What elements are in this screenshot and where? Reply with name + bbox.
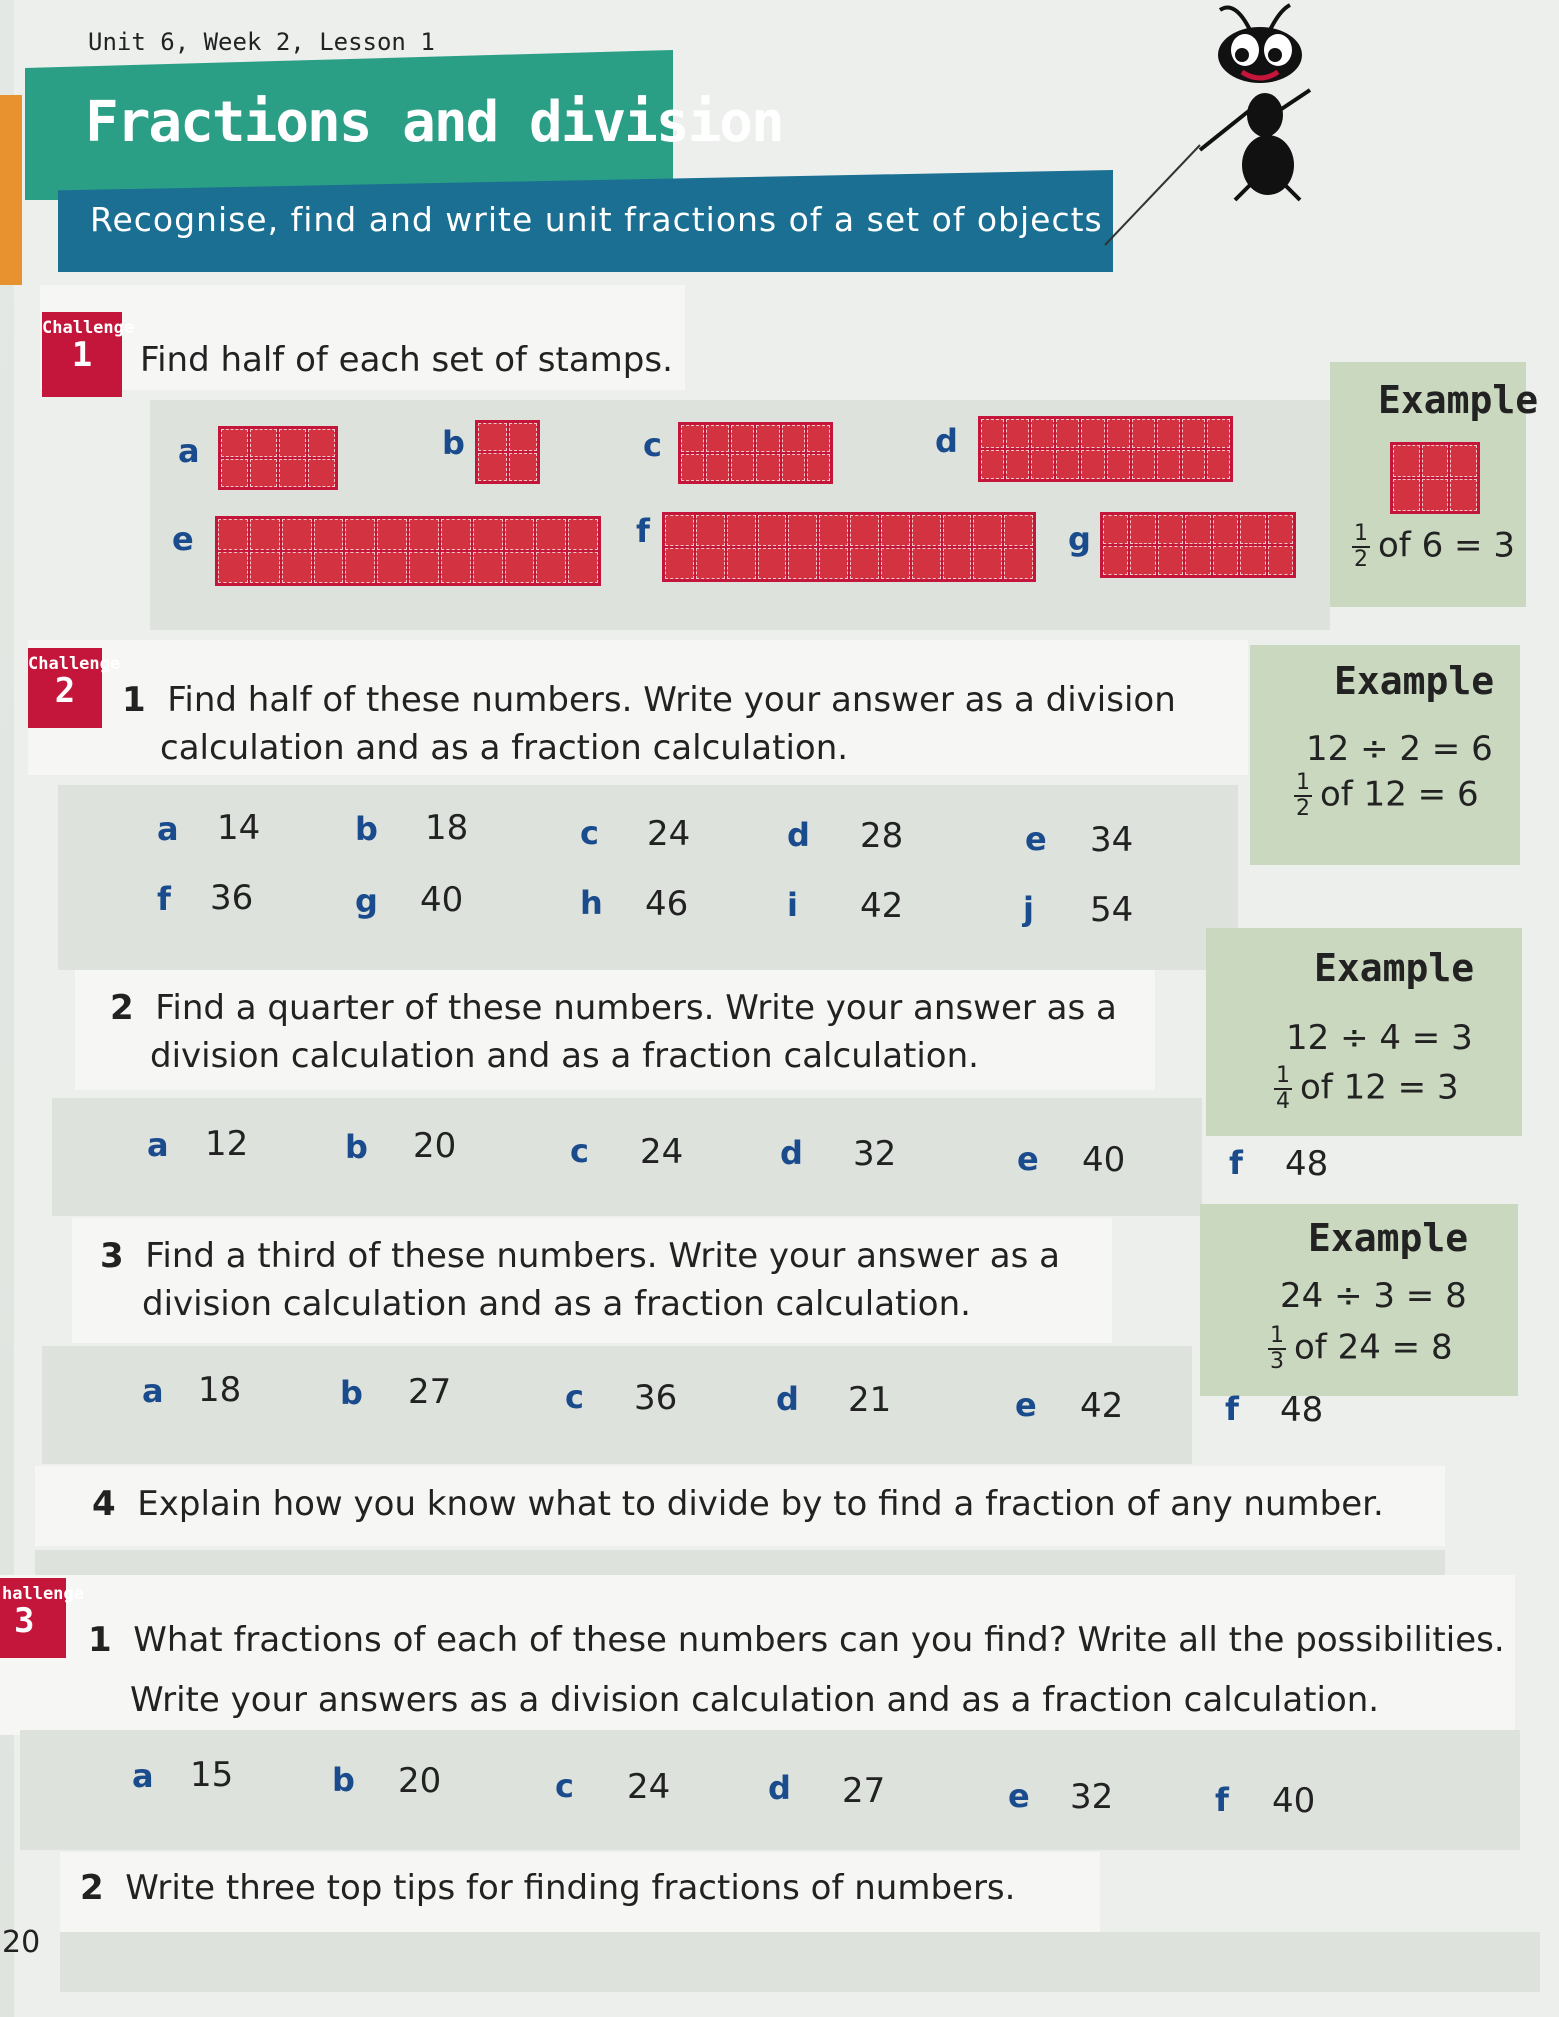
q1-label-g: g [355, 882, 378, 920]
q1-label-i: i [787, 886, 798, 924]
stamp-set-d [978, 416, 1233, 482]
stamp [221, 429, 248, 457]
stamp [409, 552, 439, 583]
challenge2-label: Challenge [28, 654, 121, 674]
challenge1-badge [42, 312, 135, 397]
stamp [1393, 479, 1420, 511]
c3-label-e: e [1008, 1777, 1030, 1815]
q1-value-c: 24 [647, 814, 691, 854]
q1-label-f: f [157, 880, 171, 918]
example-equation: $\frac{1}{2}$ of 6 = 3 [1354, 521, 1515, 572]
stamp [345, 519, 375, 550]
stamp [314, 519, 344, 550]
c3-value-f: 40 [1272, 1781, 1316, 1821]
stamp [756, 454, 779, 481]
q1-value-e: 34 [1090, 820, 1134, 860]
stamp [1158, 515, 1183, 544]
q2-label-a: a [147, 1126, 169, 1164]
stamp [478, 423, 507, 451]
stamp [1081, 419, 1104, 448]
challenge3-label: hallenge [2, 1584, 84, 1604]
stamp [505, 519, 535, 550]
q2-label-c: c [570, 1132, 589, 1170]
q2-label-b: b [345, 1128, 368, 1166]
stamp [1182, 450, 1205, 479]
stamp-set-a [218, 426, 338, 490]
q3-example-fraction: $\frac{1}{3}$ of 24 = 8 [1270, 1323, 1453, 1374]
stamp [758, 548, 787, 579]
stamp [218, 519, 248, 550]
stamp [1004, 548, 1033, 579]
stamp [1130, 515, 1155, 544]
stamp [1422, 445, 1449, 477]
stamp [1157, 450, 1180, 479]
stamp [807, 425, 830, 452]
stamp [1268, 515, 1293, 544]
q1-example-fraction: $\frac{1}{2}$ of 12 = 6 [1296, 770, 1479, 821]
q1-label-c: c [580, 814, 599, 852]
stamp [279, 459, 306, 487]
stamp [1185, 546, 1210, 575]
stamp [345, 552, 375, 583]
challenge3-number: 3 [14, 1601, 35, 1641]
c3-q2-answer-band [60, 1932, 1540, 1992]
q2-line2: division calculation and as a fraction calculation. [150, 1036, 979, 1076]
stamp [377, 552, 407, 583]
challenge1-number: 1 [71, 335, 93, 375]
q2-value-a: 12 [205, 1124, 249, 1164]
stamp-set-e [215, 516, 601, 586]
challenge1-instruction: Find half of each set of stamps. [140, 340, 673, 380]
q3-value-b: 27 [408, 1372, 452, 1412]
q3-line2: division calculation and as a fraction calculation. [142, 1284, 971, 1324]
stamp [221, 459, 248, 487]
c3-value-d: 27 [842, 1771, 886, 1811]
q2-example-division: 12 ÷ 4 = 3 [1286, 1018, 1473, 1058]
stamp [681, 454, 704, 481]
challenge2-number: 2 [54, 671, 76, 711]
c3-value-b: 20 [398, 1761, 442, 1801]
q2-example-fraction: $\frac{1}{4}$ of 12 = 3 [1276, 1063, 1459, 1114]
c3-label-d: d [768, 1769, 791, 1807]
stamp [282, 519, 312, 550]
stamp-set-c [678, 422, 833, 484]
q2-label-d: d [780, 1134, 803, 1172]
stamp [1157, 419, 1180, 448]
stamp [1107, 450, 1130, 479]
orange-tab [0, 95, 22, 285]
stamp [788, 548, 817, 579]
stamp [696, 548, 725, 579]
stamp [377, 519, 407, 550]
stamp [973, 515, 1002, 546]
q3-label-a: a [142, 1372, 164, 1410]
q1-value-i: 42 [860, 886, 904, 926]
stamp [282, 552, 312, 583]
stamp [1207, 419, 1230, 448]
q3-label-b: b [340, 1374, 363, 1412]
stamp [279, 429, 306, 457]
stamp [441, 552, 471, 583]
c3-q1-line1: 1 What fractions of each of these numbers can you find? Write all the possibilities. [88, 1620, 1505, 1660]
page-subtitle: Recognise, find and write unit fractions of a set of objects [90, 200, 1103, 239]
q2-value-d: 32 [853, 1134, 897, 1174]
q2-value-b: 20 [413, 1126, 457, 1166]
c3-label-a: a [132, 1757, 154, 1795]
challenge1-label: Challenge [42, 318, 135, 338]
stamp [850, 515, 879, 546]
stamp [218, 552, 248, 583]
q4-text: 4 Explain how you know what to divide by to find a fraction of any number. [92, 1484, 1384, 1524]
stamp [758, 515, 787, 546]
challenge2-badge [28, 648, 121, 728]
q3-value-a: 18 [198, 1370, 242, 1410]
stamp [314, 552, 344, 583]
c3-q1-line2: Write your answers as a division calculation and as a fraction calculation. [130, 1680, 1380, 1720]
q3-label-f: f [1225, 1390, 1239, 1428]
stamp [1081, 450, 1104, 479]
stamp-set-f [662, 512, 1036, 582]
stamp [1056, 419, 1079, 448]
q3-value-c: 36 [634, 1378, 678, 1418]
stamp [250, 552, 280, 583]
q1-value-h: 46 [645, 884, 689, 924]
q3-label-c: c [565, 1378, 584, 1416]
q3-value-e: 42 [1080, 1386, 1124, 1426]
stamp [1103, 546, 1128, 575]
stamp [1031, 419, 1054, 448]
stamp [756, 425, 779, 452]
q1-label-e: e [1025, 820, 1047, 858]
stamp [308, 429, 335, 457]
stamp [727, 548, 756, 579]
q2-value-c: 24 [640, 1132, 684, 1172]
stamp [1056, 450, 1079, 479]
stamp [509, 423, 538, 451]
stamp-set-label-e: e [172, 520, 194, 558]
stamp [981, 419, 1004, 448]
stamp [1006, 450, 1029, 479]
stamp-set-g [1100, 512, 1296, 578]
stamp [473, 552, 503, 583]
q2-line1: 2 Find a quarter of these numbers. Write your answer as a [110, 988, 1117, 1028]
q2-value-f: 48 [1285, 1144, 1329, 1184]
q1-label-h: h [580, 884, 603, 922]
stamp-set-label-g: g [1068, 520, 1091, 558]
stamp [807, 454, 830, 481]
stamp [441, 519, 471, 550]
stamp [473, 519, 503, 550]
stamp [788, 515, 817, 546]
q1-label-a: a [157, 810, 179, 848]
stamp [1207, 450, 1230, 479]
q1-example-box [1250, 645, 1520, 865]
stamp [731, 454, 754, 481]
q1-value-d: 28 [860, 816, 904, 856]
stamp [250, 459, 277, 487]
stamp [706, 425, 729, 452]
stamp [1004, 515, 1033, 546]
q1-value-a: 14 [217, 808, 261, 848]
example-fraction: $\frac{1}{2}$ [1354, 521, 1368, 572]
stamp [1450, 445, 1477, 477]
stamp [250, 429, 277, 457]
q3-row [140, 1370, 1340, 1430]
stamp [973, 548, 1002, 579]
q1-label-d: d [787, 816, 810, 854]
q2-row [145, 1124, 1345, 1184]
q3-example-box [1200, 1204, 1518, 1396]
stamp [943, 548, 972, 579]
q3-value-d: 21 [848, 1380, 892, 1420]
stamp [409, 519, 439, 550]
stamp [881, 548, 910, 579]
example-title: Example [1378, 378, 1539, 422]
q2-example-box [1206, 928, 1522, 1136]
stamp [1240, 546, 1265, 575]
stamp [943, 515, 972, 546]
pointer-stick [1100, 140, 1210, 250]
q3-label-d: d [776, 1380, 799, 1418]
stamp [665, 515, 694, 546]
q3-line1: 3 Find a third of these numbers. Write your answer as a [100, 1236, 1060, 1276]
stamp [1158, 546, 1183, 575]
q1-example-title: Example [1334, 659, 1495, 703]
q1-value-f: 36 [210, 878, 254, 918]
q1-example-division: 12 ÷ 2 = 6 [1306, 729, 1493, 769]
stamp [568, 552, 598, 583]
stamp [1103, 515, 1128, 544]
stamp [912, 515, 941, 546]
c3-label-b: b [332, 1761, 355, 1799]
stamp-set-label-c: c [643, 426, 662, 464]
c3-label-c: c [555, 1767, 574, 1805]
lesson-label: Unit 6, Week 2, Lesson 1 [88, 28, 435, 56]
stamp [505, 552, 535, 583]
stamp [850, 548, 879, 579]
stamp-set-b [475, 420, 540, 484]
q1-label-j: j [1023, 890, 1034, 928]
stamp [1182, 419, 1205, 448]
stamp [727, 515, 756, 546]
stamp [478, 453, 507, 481]
c3-q2-text: 2 Write three top tips for finding fractions of numbers. [80, 1868, 1016, 1908]
c3-value-a: 15 [190, 1755, 234, 1795]
stamp-set-label-d: d [935, 422, 958, 460]
stamp [509, 453, 538, 481]
stamp [1422, 479, 1449, 511]
stamp-set-label-f: f [636, 512, 650, 550]
c3-label-f: f [1215, 1781, 1229, 1819]
q2-value-e: 40 [1082, 1140, 1126, 1180]
q1-label-b: b [355, 810, 378, 848]
stamp [536, 519, 566, 550]
q1-row1 [155, 808, 1155, 858]
q3-value-f: 48 [1280, 1390, 1324, 1430]
stamp [912, 548, 941, 579]
stamp [1132, 450, 1155, 479]
stamp [1450, 479, 1477, 511]
stamp [819, 515, 848, 546]
stamp [782, 425, 805, 452]
stamp [250, 519, 280, 550]
q1-line1: 1 Find half of these numbers. Write your answer as a division [122, 680, 1176, 720]
q3-label-e: e [1015, 1386, 1037, 1424]
q1-row2 [155, 878, 1155, 928]
stamp [1132, 419, 1155, 448]
c3-row [130, 1755, 1430, 1821]
stamp [706, 454, 729, 481]
stamp [1107, 419, 1130, 448]
q1-value-b: 18 [425, 808, 469, 848]
c3-value-e: 32 [1070, 1777, 1114, 1817]
challenge1-example-box [1330, 362, 1539, 607]
stamp [1240, 515, 1265, 544]
page-title: Fractions and division [85, 90, 783, 155]
stamp [536, 552, 566, 583]
stamp [665, 548, 694, 579]
q3-example-division: 24 ÷ 3 = 8 [1280, 1276, 1467, 1316]
stamp [568, 519, 598, 550]
stamp [881, 515, 910, 546]
stamp [1393, 445, 1420, 477]
q1-line2: calculation and as a fraction calculation. [160, 728, 849, 768]
stamp [731, 425, 754, 452]
stamp [819, 548, 848, 579]
c3-value-c: 24 [627, 1767, 671, 1807]
q2-label-e: e [1017, 1140, 1039, 1178]
stamp [782, 454, 805, 481]
stamp [1130, 546, 1155, 575]
stamp [1185, 515, 1210, 544]
q2-label-f: f [1229, 1144, 1243, 1182]
page-number: 20 [2, 1925, 41, 1960]
stamp [308, 459, 335, 487]
stamp [1268, 546, 1293, 575]
example-stamps [1390, 442, 1480, 514]
q3-example-title: Example [1308, 1216, 1469, 1260]
stamp [681, 425, 704, 452]
stamp [696, 515, 725, 546]
q1-value-g: 40 [420, 880, 464, 920]
stamp [1213, 546, 1238, 575]
q2-example-title: Example [1314, 946, 1475, 990]
q1-value-j: 54 [1090, 890, 1134, 930]
stamp [1006, 419, 1029, 448]
stamp [1031, 450, 1054, 479]
challenge3-badge [0, 1578, 84, 1658]
stamp-set-label-b: b [442, 424, 465, 462]
stamp [981, 450, 1004, 479]
stamp-set-label-a: a [178, 432, 200, 470]
stamp [1213, 515, 1238, 544]
